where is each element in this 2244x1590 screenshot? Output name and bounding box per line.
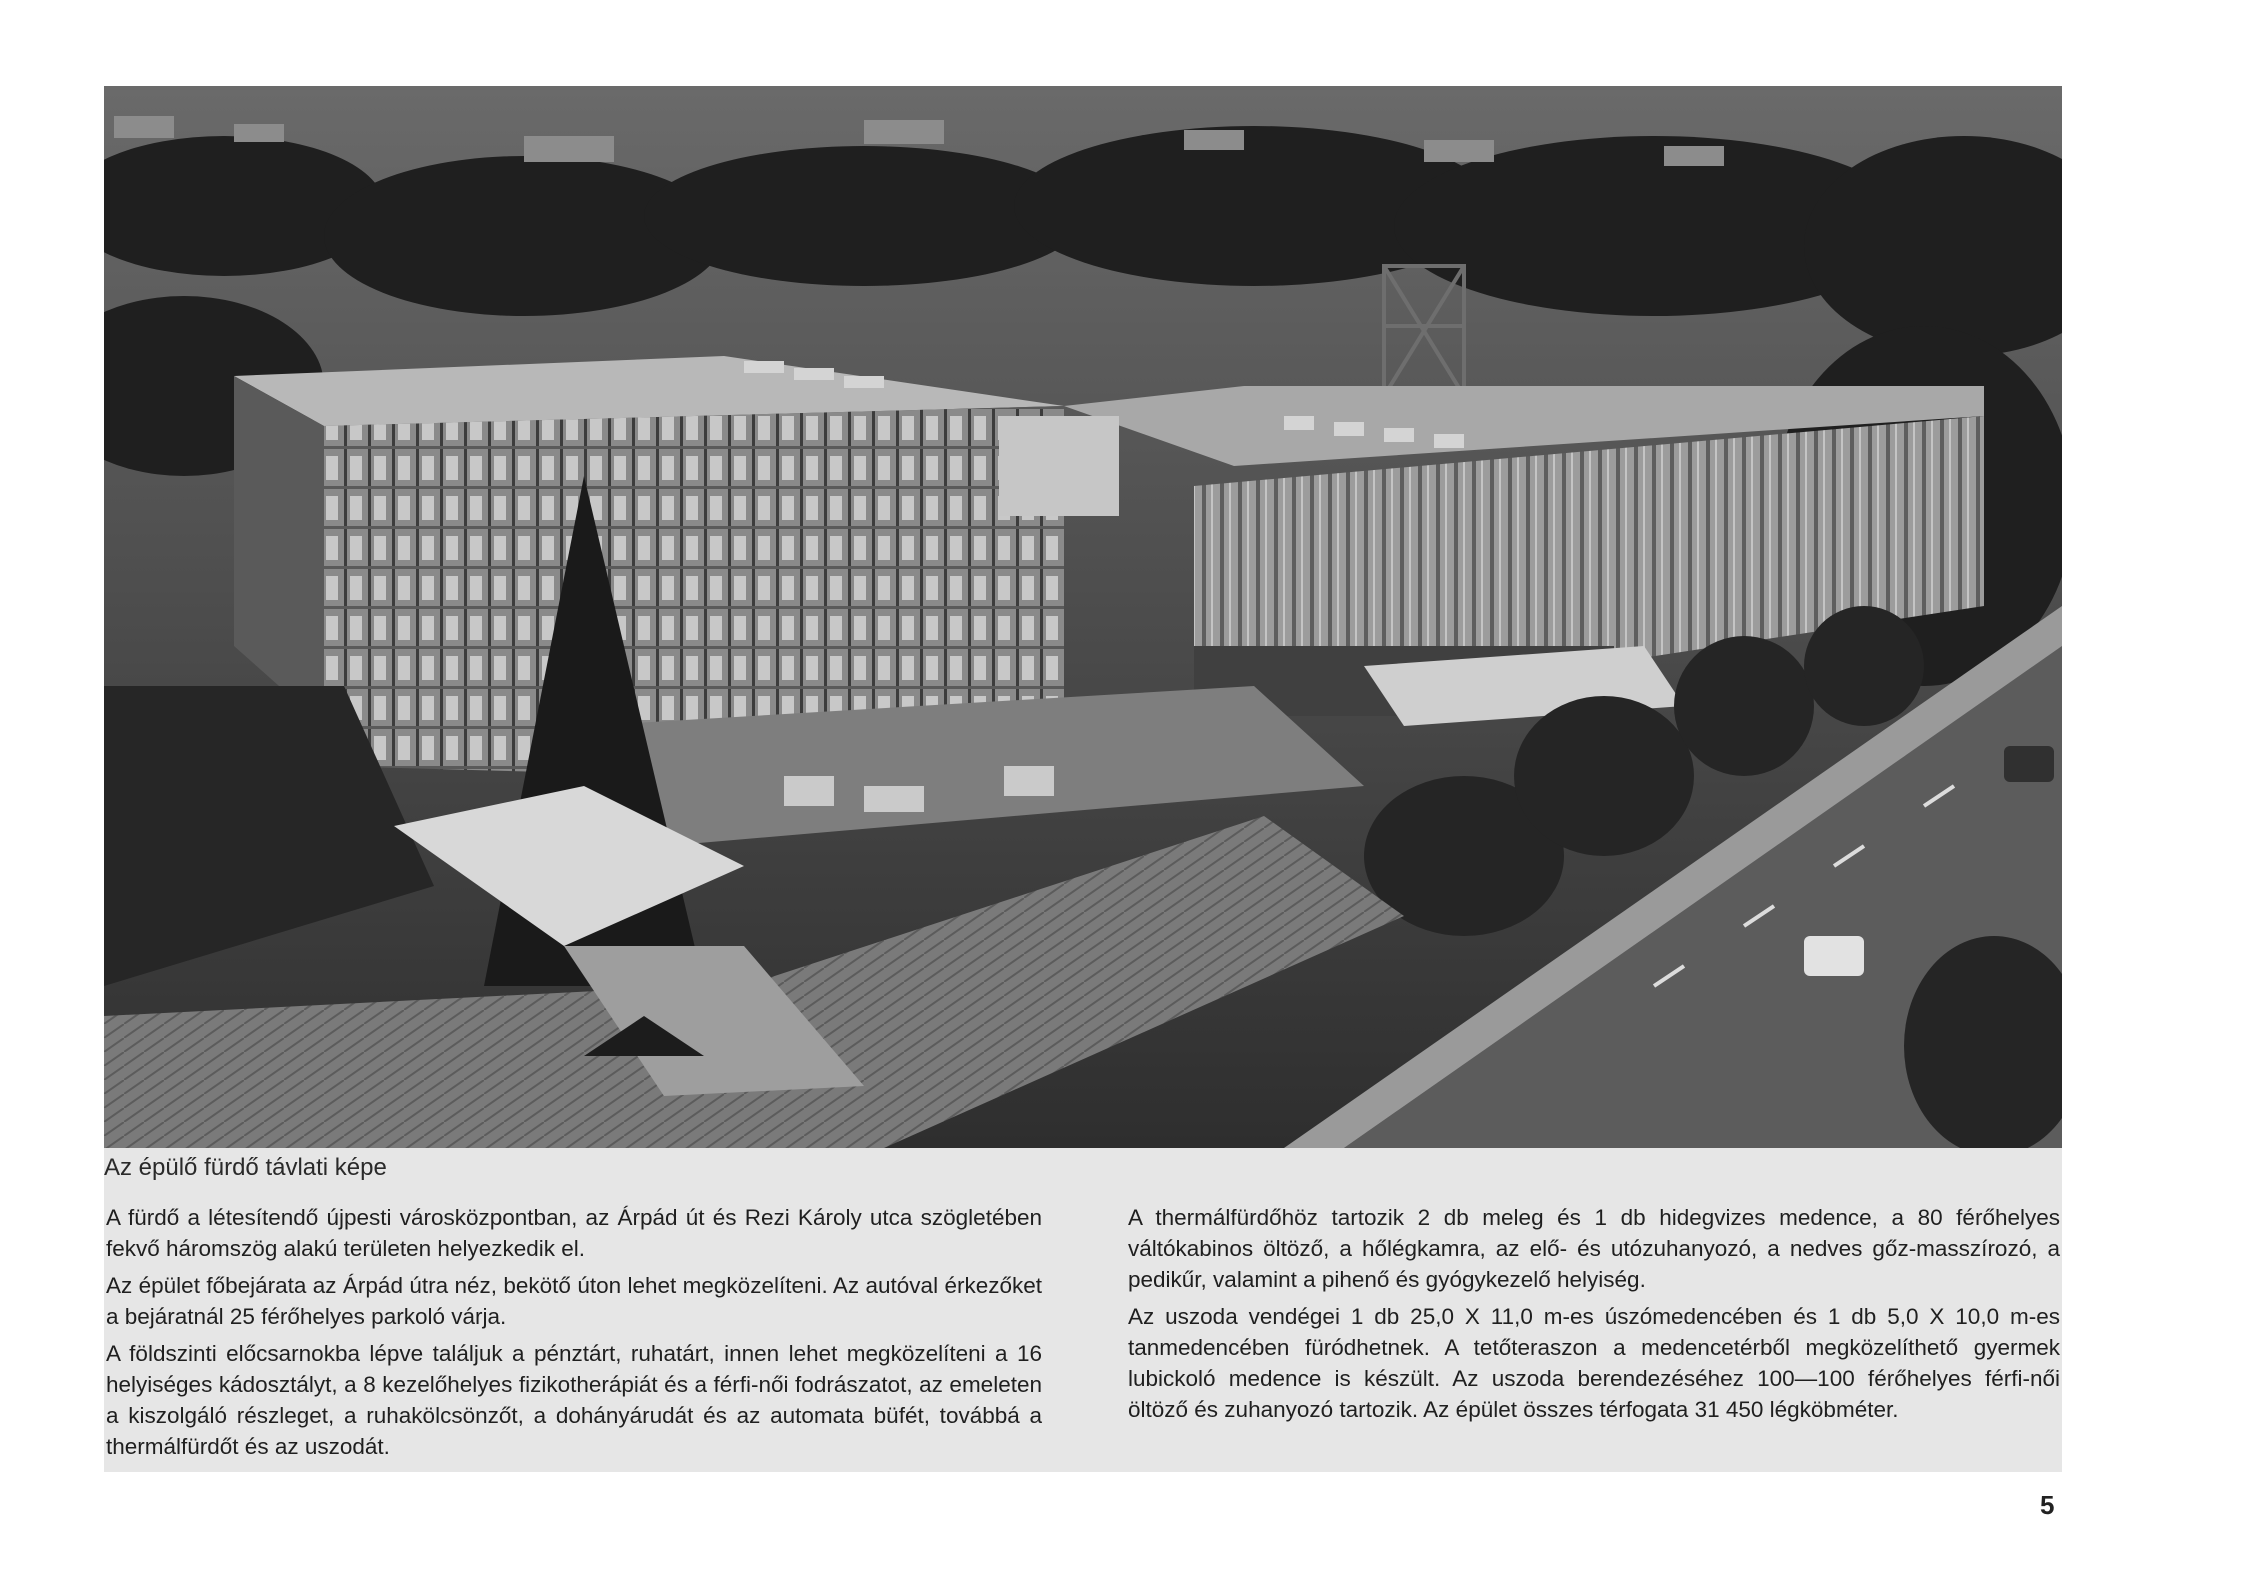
- paragraph: A földszinti előcsarnokba lépve találjuk a pénztárt, ruhatárt, innen lehet megközelíteni a 16 helyiséges kádosztályt, a 8 kezelőhelyes fizikotherápiát és a férfi-női fodrászatot, az emeleten a kiszolgáló részleget, a ruhakölcsönzőt, a dohányárudát és az automata büfét, továbbá a thermálfürdőt és az uszodát.: [106, 1341, 1042, 1459]
- paragraph: Az épület főbejárata az Árpád útra néz, bekötő úton lehet megközelíteni. Az autóval érkezőket a bejáratnál 25 férőhelyes parkoló várja.: [106, 1273, 1042, 1329]
- construction-photo: [104, 86, 2062, 1148]
- paragraph: A thermálfürdőhöz tartozik 2 db meleg és 1 db hidegvizes medence, a 80 férőhelyes váltókabinos öltöző, a hőlégkamra, az elő- és utózuhanyozó, a nedves gőz-masszírozó, a pedikűr, valamint a pihenő és gyógykezelő helyiség.: [1128, 1205, 2060, 1292]
- construction-photo-illustration: [104, 86, 2062, 1148]
- text-panel: [104, 1148, 2062, 1472]
- paragraph: Az uszoda vendégei 1 db 25,0 X 11,0 m-es úszómedencében és 1 db 5,0 X 10,0 m-es tanmedencében füródhetnek. A tetőteraszon a medencetérből megközelíthető gyermek lubickoló medence is készült. Az uszoda berendezéséhez 100—100 férőhelyes férfi-női öltöző és zuhanyozó tartozik. Az épület összes térfogata 31 450 légköbméter.: [1128, 1304, 2060, 1422]
- text-column-left: [106, 1202, 1042, 1468]
- page-number: 5: [2040, 1490, 2055, 1520]
- text-column-right: [1128, 1202, 2060, 1431]
- figure-caption: Az épülő fürdő távlati képe: [104, 1154, 387, 1181]
- paragraph: A fürdő a létesítendő újpesti városközpontban, az Árpád út és Rezi Károly utca szögletében fekvő háromszög alakú területen helyezkedik el.: [106, 1205, 1042, 1261]
